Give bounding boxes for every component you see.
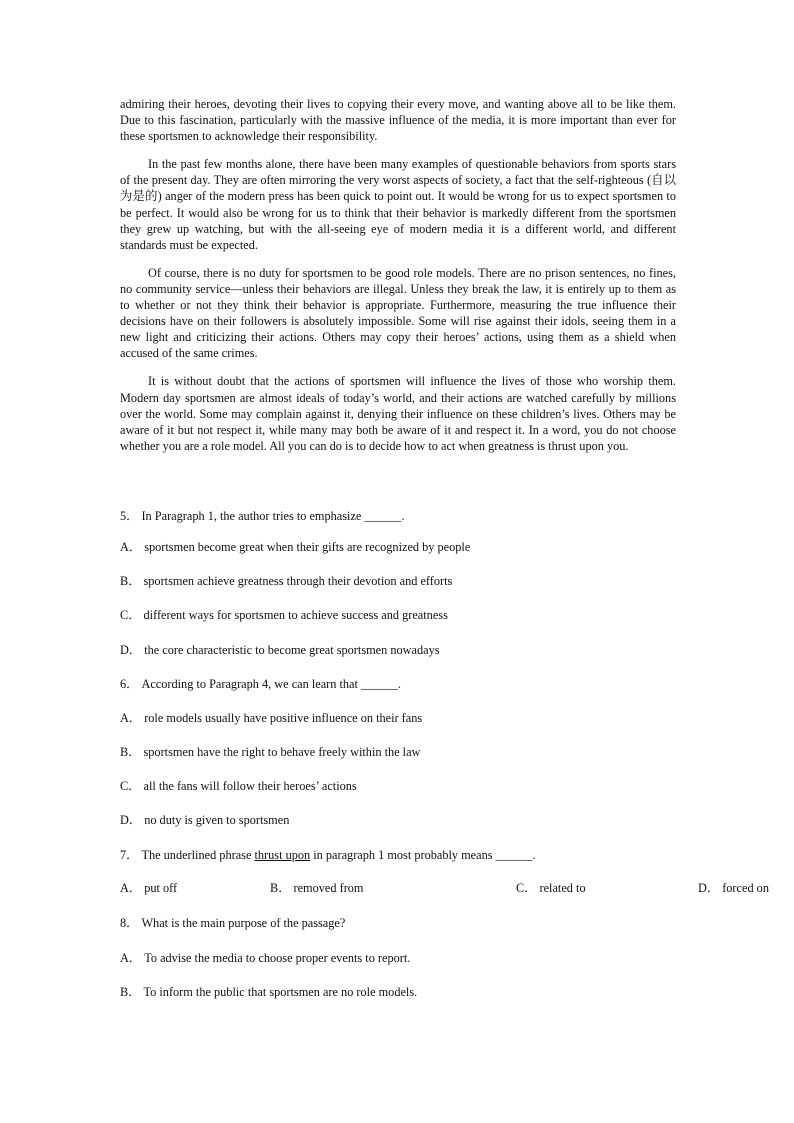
question-text: The underlined phrase	[141, 848, 255, 862]
q8-option-b[interactable]	[120, 984, 740, 1000]
q6-option-a[interactable]	[120, 710, 740, 726]
option-letter: D．	[698, 881, 720, 895]
question-text: According to Paragraph 4, we can learn that ______.	[141, 677, 401, 691]
q5-option-c[interactable]	[120, 607, 740, 623]
option-letter: A．	[120, 881, 142, 895]
question-8-stem	[120, 915, 740, 931]
option-text: To inform the public that sportsmen are no role models.	[143, 985, 418, 999]
option-text: role models usually have positive influence on their fans	[144, 711, 423, 725]
question-number: 7．	[120, 848, 139, 862]
option-text: removed from	[293, 881, 364, 895]
question-5-stem	[120, 508, 740, 524]
q6-option-d[interactable]	[120, 812, 740, 828]
question-number: 8．	[120, 916, 139, 930]
option-text: the core characteristic to become great sportsmen nowadays	[144, 643, 440, 657]
q5-option-d[interactable]	[120, 642, 740, 658]
question-number: 5．	[120, 509, 139, 523]
question-number: 6．	[120, 677, 139, 691]
option-text: sportsmen have the right to behave freely within the law	[143, 745, 421, 759]
q7-option-c[interactable]	[516, 880, 586, 896]
paragraph-4: It is without doubt that the actions of sportsmen will influence the lives of those who worship them. Modern day sportsmen are almost ideals of today’s world, and their actions are watched carefully by millions over the world. Some may complain against it, denying their influence on these children’s lives. Others may be aware of it but not respect it, while many may both be aware of it and respect it. In a word, you do not choose whether you are a role model. All you can do is to decide how to act when greatness is thrust upon you.	[120, 374, 676, 453]
option-letter: D．	[120, 643, 142, 657]
option-text: To advise the media to choose proper events to report.	[144, 951, 411, 965]
option-letter: A．	[120, 951, 142, 965]
option-letter: C．	[516, 881, 537, 895]
q7-option-d[interactable]	[698, 880, 769, 896]
q6-option-b[interactable]	[120, 744, 740, 760]
option-letter: C．	[120, 608, 141, 622]
question-text-end: in paragraph 1 most probably means ______.	[310, 848, 536, 862]
option-letter: D．	[120, 813, 142, 827]
option-text: sportsmen become great when their gifts are recognized by people	[144, 540, 471, 554]
option-letter: B．	[270, 881, 291, 895]
paragraph-2: In the past few months alone, there have been many examples of questionable behaviors from sports stars of the present day. They are often mirroring the very worst aspects of society, a fact that the self-righteous (自以为是的) anger of the modern press has been quick to point out. It would be wrong for us to expect sportsmen to be perfect. It would also be wrong for us to think that their behavior is markedly different from the sportsmen they grew up watching, but with the all-seeing eye of modern media it is a different world, and different standards must be expected.	[120, 157, 676, 252]
paragraph-3: Of course, there is no duty for sportsmen to be good role models. There are no prison sentences, no fines, no community service—unless their behaviors are illegal. Unless they break the law, it is entirely up to them as to whether or not they think their behavior is appropriate. Furthermore, measuring the true influence their decisions have on their followers is absolutely impossible. Some will rise against their idols, seeing them in a new light and criticizing their actions. Others may copy their heroes’ actions, using them as a shield when accused of the same crimes.	[120, 265, 676, 361]
q7-option-a[interactable]	[120, 880, 177, 896]
option-text: forced on	[722, 881, 769, 895]
option-text: different ways for sportsmen to achieve success and greatness	[143, 608, 448, 622]
option-letter: B．	[120, 985, 141, 999]
underlined-phrase: thrust upon	[254, 848, 311, 862]
q8-option-a[interactable]	[120, 950, 740, 966]
option-text: sportsmen achieve greatness through their devotion and efforts	[143, 574, 453, 588]
q5-option-a[interactable]	[120, 539, 740, 555]
reading-passage	[120, 96, 676, 466]
option-text: no duty is given to sportsmen	[144, 813, 290, 827]
option-letter: C．	[120, 779, 141, 793]
option-text: put off	[144, 881, 178, 895]
q7-option-b[interactable]	[270, 880, 364, 896]
question-6-stem	[120, 676, 740, 692]
question-text: In Paragraph 1, the author tries to emphasize ______.	[141, 509, 405, 523]
option-letter: A．	[120, 711, 142, 725]
option-text: all the fans will follow their heroes’ actions	[143, 779, 357, 793]
question-text: What is the main purpose of the passage?	[141, 916, 346, 930]
q5-option-b[interactable]	[120, 573, 740, 589]
paragraph-1: admiring their heroes, devoting their lives to copying their every move, and wanting above all to be like them. Due to this fascination, particularly with the massive influence of the media, it is more important than ever for these sportsmen to acknowledge their responsibility.	[120, 97, 676, 144]
question-7-stem	[120, 847, 740, 863]
option-text: related to	[539, 881, 586, 895]
option-letter: B．	[120, 574, 141, 588]
q6-option-c[interactable]	[120, 778, 740, 794]
option-letter: B．	[120, 745, 141, 759]
option-letter: A．	[120, 540, 142, 554]
